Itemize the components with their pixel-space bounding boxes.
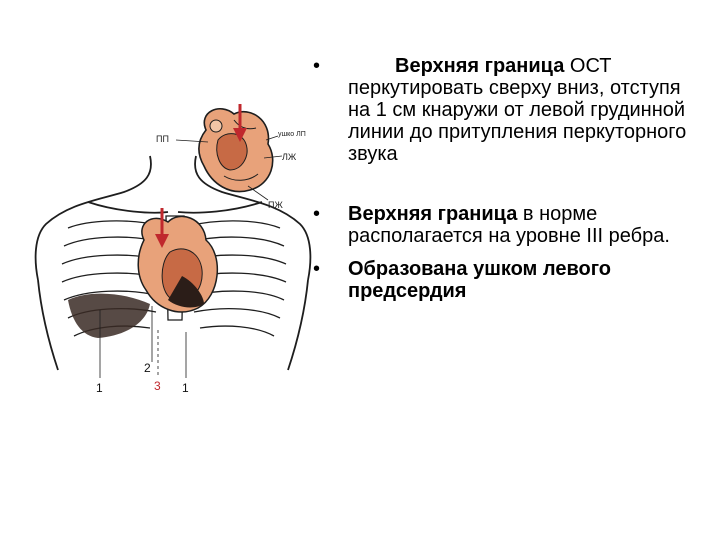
bullet-marker: •	[313, 258, 321, 280]
bullet-bold-text: Образована ушком левого предсердия	[348, 258, 612, 302]
line-label-1-left: 1	[96, 381, 103, 395]
bullet-list	[300, 55, 700, 302]
line-label-2: 2	[144, 361, 151, 375]
bullet-regular-text: в норме располагается на уровне III ребра.	[348, 203, 670, 247]
lung-shading	[68, 294, 150, 338]
chest-percussion-illustration	[28, 100, 328, 400]
label-ushko-lp: ушко ЛП	[278, 131, 306, 138]
line-label-3: 3	[154, 379, 161, 393]
label-pp: ПП	[156, 134, 169, 144]
bullet-marker: •	[313, 203, 321, 225]
bullet-marker: •	[313, 55, 321, 77]
bullet-text	[300, 203, 700, 247]
label-pzh: ПЖ	[268, 200, 283, 210]
bullet-item	[300, 258, 700, 302]
label-lzh: ЛЖ	[282, 152, 297, 162]
line-label-1-right: 1	[182, 381, 189, 395]
chest-heart	[138, 216, 217, 312]
inset-heart	[199, 109, 273, 192]
bullet-text	[300, 258, 700, 302]
bullet-bold-text: Верхняя граница	[348, 203, 518, 225]
bullet-text	[300, 55, 700, 165]
bullet-bold-text: Верхняя граница	[395, 55, 565, 77]
bullet-regular-text: ОСТ перкутировать сверху вниз, отступя на 1 см кнаружи от левой грудинной линии до притупления перкуторного звука	[348, 55, 687, 165]
chest-heart-drawing	[28, 100, 328, 400]
bullet-item	[300, 203, 700, 247]
bullet-item	[300, 55, 700, 165]
